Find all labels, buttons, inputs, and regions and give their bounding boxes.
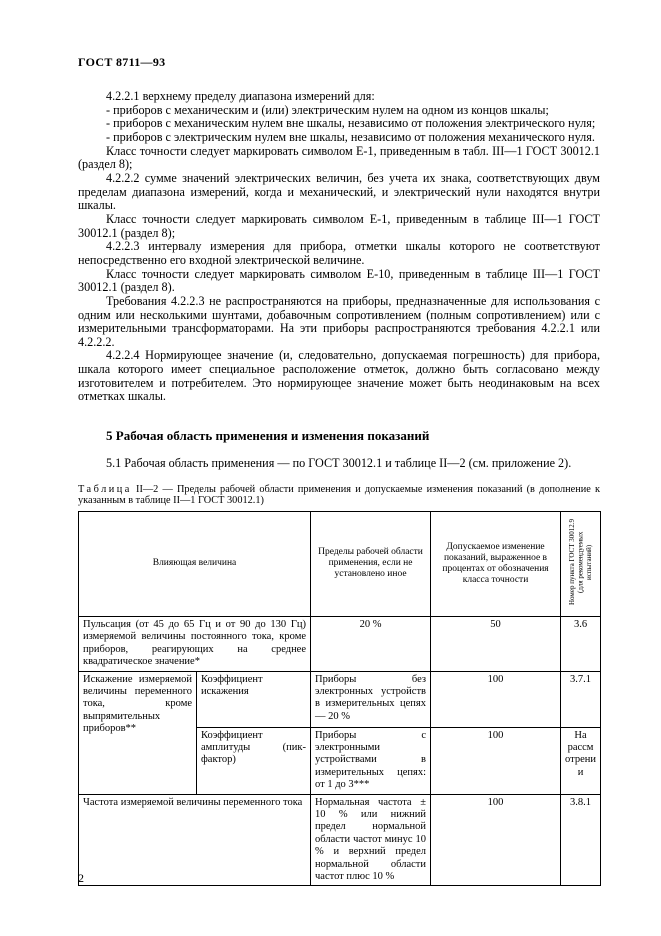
- cell-permissible-variation: 100: [431, 671, 561, 727]
- cell-clause-number: 3.8.1: [561, 794, 601, 886]
- cell-permissible-variation: 50: [431, 616, 561, 671]
- table-header-row: [79, 511, 601, 616]
- table-caption-text: — Пределы рабочей области применения и допускаемые изменения показаний (в дополнение к указанным в таблице II—1 ГОСТ 30012.1): [78, 483, 600, 507]
- cell-operating-range: Приборы без электронных устройств в измерительных цепях — 20 %: [311, 671, 431, 727]
- list-item-dash: - приборов с механическим и (или) электрическим нулем на одном из концов шкалы;: [106, 102, 549, 117]
- cell-parameter: Коэффициент искажения: [197, 671, 311, 727]
- cell-clause-number: На рассмотрении: [561, 727, 601, 794]
- col-header-influencing-quantity: Влияющая величина: [79, 511, 311, 616]
- col-header-operating-range: Пределы рабочей области применения, если не установлено иное: [311, 511, 431, 616]
- list-item-dash: - приборов с электрическим нулем вне шкалы, независимо от положения механического нуля.: [106, 129, 595, 144]
- paragraph-51: 5.1 Рабочая область применения — по ГОСТ 30012.1 и таблице II—2 (см. приложение 2).: [106, 456, 572, 471]
- cell-permissible-variation: 100: [431, 794, 561, 886]
- paragraph-4223: 4.2.2.3 интервалу измерения для прибора, отметки шкалы которого не соответствуют непосредственно его входной электрической величине.: [78, 239, 600, 267]
- cell-permissible-variation: 100: [431, 727, 561, 794]
- running-header: [78, 55, 165, 70]
- paragraph-4222: 4.2.2.2 сумме значений электрических величин, без учета их знака, соответствующих двум пределам диапазона измерений, когда и механический, и электрический нули находятся внутри шкалы.: [78, 170, 600, 213]
- standard-designation: ГОСТ 8711—93: [78, 55, 166, 69]
- table-row-ripple: [79, 616, 601, 671]
- cell-clause-number: 3.6: [561, 616, 601, 671]
- cell-influencing-quantity: Искажение измеряемой величины переменного тока, кроме выпрямительных приборов**: [79, 671, 197, 794]
- table-row-frequency: [79, 794, 601, 886]
- table-caption: [78, 484, 600, 507]
- table-caption-word: Таблица: [78, 483, 132, 495]
- paragraph-accuracy-class: Класс точности следует маркировать символом Е-1, приведенным в табл. III—1 ГОСТ 30012.1 (раздел 8);: [78, 143, 600, 172]
- clause-header-vertical-text: Номер пункта ГОСТ 30012.9 (для рекомендуемых испытаний): [567, 518, 593, 605]
- page-number: 2: [78, 871, 84, 885]
- operating-range-table: [78, 511, 601, 887]
- col-header-permissible-variation: Допускаемое изменение показаний, выраженное в процентах от обозначения класса точности: [431, 511, 561, 616]
- cell-clause-number: 3.7.1: [561, 671, 601, 727]
- table-caption-number: II—2: [136, 483, 159, 495]
- cell-parameter: Коэффициент амплитуды (пик-фактор): [197, 727, 311, 794]
- table-row-distortion-1: [79, 671, 601, 727]
- list-item-dash: - приборов с механическим нулем вне шкалы, независимо от положения электрического нуля;: [106, 116, 596, 131]
- cell-operating-range: Приборы с электронными устройствами в измерительных цепях: от 1 до 3***: [311, 727, 431, 794]
- paragraph-accuracy-class: Класс точности следует маркировать символом Е-10, приведенным в таблице III—1 ГОСТ 30012.1 (раздел 8).: [78, 266, 600, 295]
- page-content: [78, 90, 600, 886]
- paragraph-4221: 4.2.2.1 верхнему пределу диапазона измерений для:: [106, 89, 375, 103]
- paragraph-4224: 4.2.2.4 Нормирующее значение (и, следовательно, допускаемая погрешность) для прибора, шкала которого имеет специальное расположение отметок, должно быть согласовано между изготовителем и потребителем. Это нормирующее значение может быть неодинаковым на всех отметках шкалы.: [78, 348, 600, 404]
- col-header-clause-number: [561, 511, 601, 616]
- cell-operating-range: 20 %: [311, 616, 431, 671]
- section-heading: 5 Рабочая область применения и изменения показаний: [106, 428, 430, 444]
- paragraph-requirements: Требования 4.2.2.3 не распространяются на приборы, предназначенные для использования с одним или несколькими шунтами, добавочным сопротивлением (полным сопротивлением) или с измерительными трансформаторами. На эти приборы распространяются требования 4.2.2.1 или 4.2.2.2.: [78, 293, 600, 349]
- cell-influencing-quantity: Пульсация (от 45 до 65 Гц и от 90 до 130 Гц) измеряемой величины постоянного тока, кроме приборов, реагирующих на среднее квадратическое значение*: [79, 616, 311, 671]
- cell-influencing-quantity: Частота измеряемой величины переменного тока: [79, 794, 311, 886]
- cell-operating-range: Нормальная частота ± 10 % или нижний предел нормальной области частот минус 10 % и верхний предел нормальной области частот плюс 10 %: [311, 794, 431, 886]
- paragraph-accuracy-class: Класс точности следует маркировать символом Е-1, приведенным в таблице III—1 ГОСТ 30012.1 (раздел 8);: [78, 211, 600, 240]
